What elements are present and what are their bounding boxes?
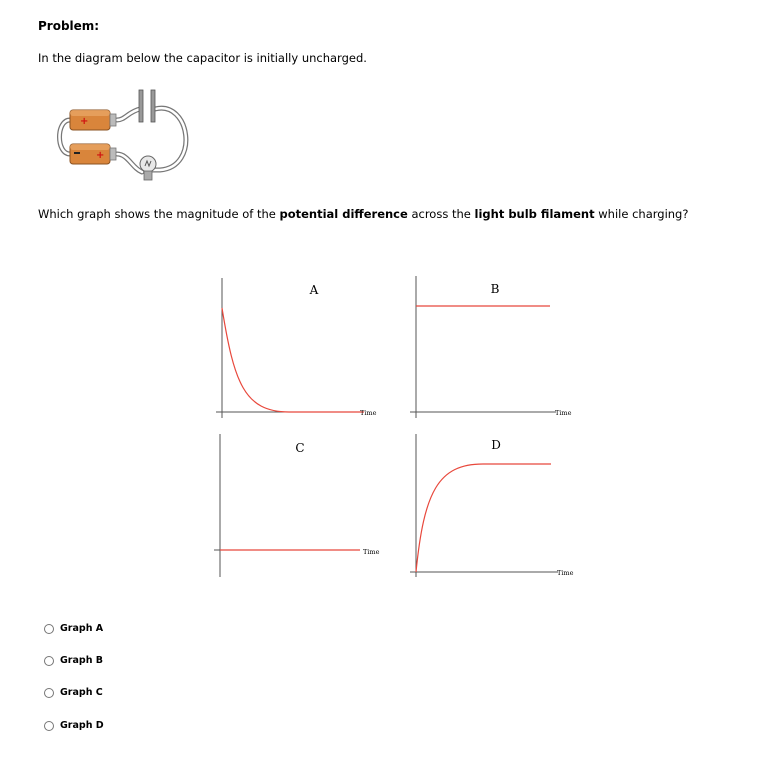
graph-d-label: D bbox=[491, 438, 501, 452]
radio-graph-b[interactable] bbox=[44, 656, 54, 666]
graph-b bbox=[408, 272, 578, 422]
option-graph-b-label: Graph B bbox=[60, 655, 104, 666]
option-graph-d-label: Graph D bbox=[60, 720, 104, 731]
svg-text:+: + bbox=[96, 150, 105, 161]
radio-graph-c[interactable] bbox=[44, 688, 54, 698]
problem-title: Problem: bbox=[38, 19, 100, 33]
battery-bottom bbox=[70, 144, 116, 164]
capacitor bbox=[139, 90, 155, 122]
graph-a bbox=[214, 272, 384, 422]
graph-c-time-label: Time bbox=[363, 548, 380, 556]
option-graph-b[interactable] bbox=[44, 655, 103, 666]
graph-a-curve bbox=[222, 308, 364, 412]
graph-a-time-label: Time bbox=[360, 409, 377, 417]
battery-top bbox=[70, 110, 116, 130]
svg-text:+: + bbox=[80, 116, 89, 127]
option-graph-c-label: Graph C bbox=[60, 687, 103, 698]
radio-graph-d[interactable] bbox=[44, 721, 54, 731]
graph-d-time-label: Time bbox=[557, 569, 574, 577]
option-graph-a-label: Graph A bbox=[60, 623, 104, 634]
option-graph-a[interactable] bbox=[44, 623, 103, 634]
graph-c-label: C bbox=[295, 441, 305, 455]
graph-c bbox=[214, 432, 384, 582]
graph-a-label: A bbox=[309, 283, 319, 297]
graph-d-curve bbox=[416, 464, 551, 572]
graph-d bbox=[408, 432, 580, 582]
graph-b-time-label: Time bbox=[555, 409, 572, 417]
option-graph-c[interactable] bbox=[44, 687, 103, 698]
problem-intro: In the diagram below the capacitor is initially uncharged. bbox=[38, 51, 367, 65]
graph-b-label: B bbox=[490, 282, 500, 296]
light-bulb bbox=[140, 156, 156, 180]
radio-graph-a[interactable] bbox=[44, 624, 54, 634]
option-graph-d[interactable] bbox=[44, 720, 104, 731]
question-text: Which graph shows the magnitude of the potential difference across the light bulb filament while charging? bbox=[38, 207, 689, 221]
circuit-diagram bbox=[50, 82, 200, 192]
